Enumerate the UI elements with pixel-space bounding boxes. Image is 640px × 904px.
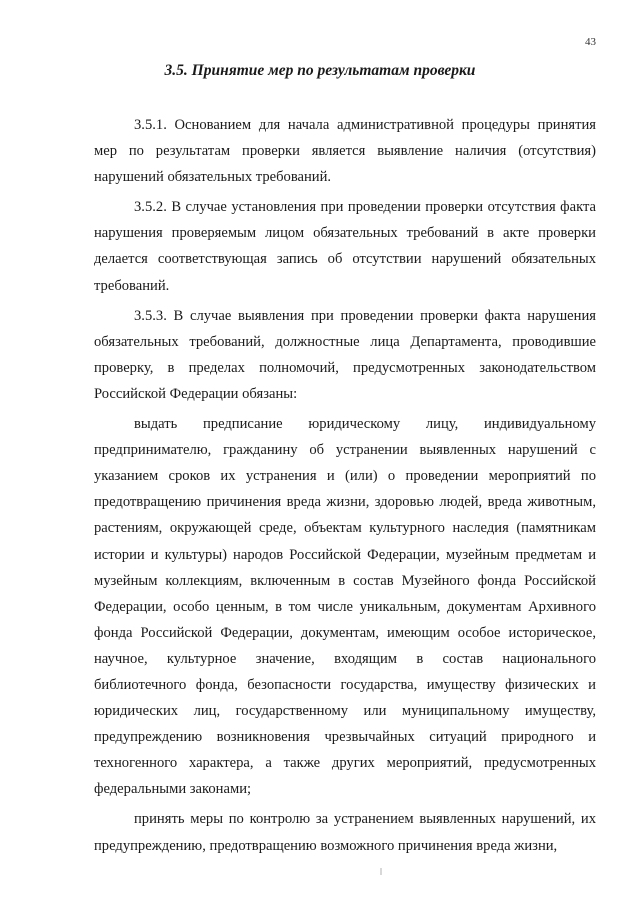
body-text (94, 112, 596, 863)
paragraph-3-5-2: 3.5.2. В случае установления при проведении проверки отсутствия факта нарушения проверяемым лицом обязательных требований в акте проверки делается соответствующая запись об отсутствии нарушений обязательных требований. (94, 199, 596, 294)
scan-artifact (380, 868, 382, 875)
section-title: 3.5. Принятие мер по результатам проверки (164, 62, 476, 79)
page-number: 43 (585, 36, 596, 48)
paragraph-take-measures: принять меры по контролю за устранением выявленных нарушений, их предупреждению, предотвращению возможного причинения вреда жизни, (94, 811, 596, 854)
paragraph-3-5-1: 3.5.1. Основанием для начала административной процедуры принятия мер по результатам проверки является выявление наличия (отсутствия) нарушений обязательных требований. (94, 117, 596, 186)
paragraph-issue-order: выдать предписание юридическому лицу, индивидуальному предпринимателю, гражданину об устранении выявленных нарушений с указанием сроков их устранения и (или) о проведении мероприятий по предотвращению причинения вреда жизни, здоровью людей, вреда животным, растениям, окружающей среде, объектам культурного наследия (памятникам истории и культуры) народов Российской Федерации, музейным предметам и музейным коллекциям, включенным в состав Музейного фонда Российской Федерации, особо ценным, в том числе уникальным, документам Архивного фонда Российской Федерации, документам, имеющим особое историческое, научное, культурное значение, входящим в состав национального библиотечного фонда, безопасности государства, имуществу физических и юридических лиц, государственному или муниципальному имуществу, предупреждению возникновения чрезвычайных ситуаций природного и техногенного характера, а также других мероприятий, предусмотренных федеральными законами; (94, 416, 596, 798)
paragraph-3-5-3: 3.5.3. В случае выявления при проведении проверки факта нарушения обязательных требований, должностные лица Департамента, проводившие проверку, в пределах полномочий, предусмотренных законодательством Российской Федерации обязаны: (94, 307, 596, 402)
